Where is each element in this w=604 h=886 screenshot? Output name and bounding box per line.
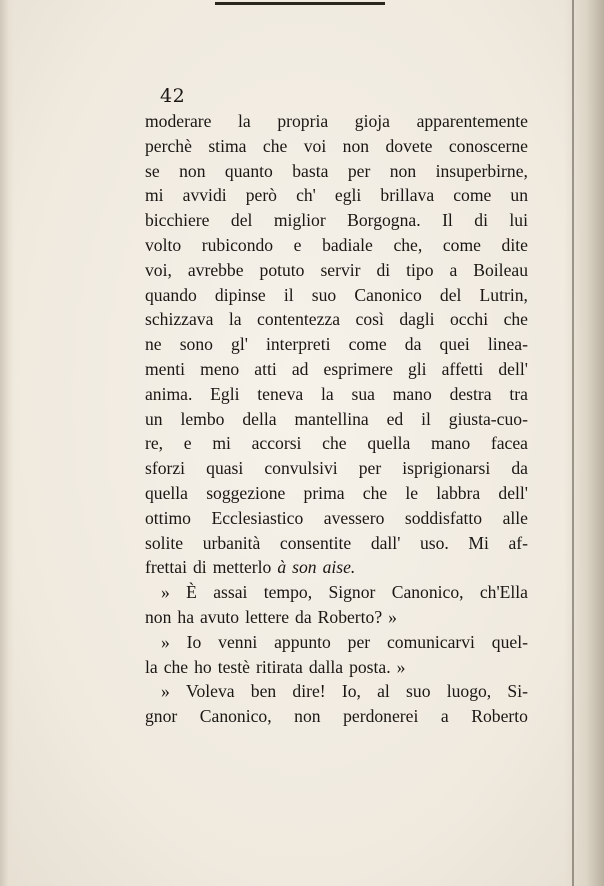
word: mantellina [294,408,369,429]
word: ben [250,681,277,702]
word: ne [145,334,162,355]
word: Roberto [471,706,528,727]
word: per [358,458,382,479]
word: al [377,681,390,702]
text-line [145,605,528,630]
word: re, [145,433,164,454]
word: uso. [419,532,449,553]
word: volto [145,234,182,255]
word: aise. [322,557,356,578]
word: quel- [491,631,528,652]
word: che, [393,234,423,255]
binding-gutter-line [572,0,574,886]
word: per [347,160,371,181]
word: Mi [468,532,489,553]
word: del [230,210,253,231]
word: Canonico [354,284,422,305]
word: la [320,383,334,404]
word: sua [351,383,375,404]
text-line [145,159,528,184]
word: di [474,210,488,231]
word: ed [386,408,404,429]
word: Canonico, [199,706,272,727]
word: af- [508,532,528,553]
word: che [262,135,288,156]
word: conoscerne [448,135,528,156]
word: venni [218,631,258,652]
word: È [186,582,197,603]
word: dipinse [214,284,266,305]
word: servir [320,259,361,280]
word: isprigionarsi [402,458,491,479]
text-line [145,109,528,134]
word: testè [217,656,250,677]
word: urbanità [202,532,261,553]
word: quei [439,334,470,355]
word: mano [431,433,471,454]
word: bicchiere [145,210,210,231]
text-line [145,679,528,704]
word: e [183,433,192,454]
word: non [145,606,172,627]
word: facea [490,433,528,454]
word: dall' [370,532,401,553]
word: del [439,284,462,305]
text-line [145,506,528,531]
word: assai [213,582,248,603]
word: ha [177,606,194,627]
word: badiale [322,234,373,255]
text-line [145,134,528,159]
word: gl' [231,334,248,355]
word: gnor [145,706,178,727]
word: Borgogna. [347,210,421,231]
word: Egli [210,383,240,404]
word: contentezza [257,309,341,330]
page-left-edge [0,0,14,886]
word: a [440,706,449,727]
word: anima. [145,383,193,404]
word: un [145,408,163,429]
word: non [389,160,417,181]
word: di [376,259,391,280]
word: però [245,185,277,206]
word: lui [509,210,528,231]
word: tipo [406,259,434,280]
word: così [355,309,384,330]
word: un [510,185,528,206]
top-rule [215,2,385,5]
word: esprimere [323,358,393,379]
word: Boileau [473,259,528,280]
word: e [293,234,302,255]
word: suo [406,681,431,702]
word: teneva [257,383,304,404]
text-line [145,580,528,605]
word: Il [442,210,453,231]
word: la [228,309,242,330]
word: occhi [449,309,489,330]
word: tra [509,383,528,404]
word: potuto [259,259,305,280]
word: Roberto? [317,606,383,627]
word: voi, [145,259,172,280]
word: le [405,482,419,503]
word: dagli [399,309,435,330]
word: dell' [498,482,528,503]
word: posta. [349,656,391,677]
word: come [442,234,481,255]
word: metterlo [212,557,272,578]
word: atti [254,358,277,379]
word: » [388,606,397,627]
word: suo [311,284,337,305]
word: destra [449,383,492,404]
text-line [145,630,528,655]
word: alle [502,507,528,528]
word: dire! [292,681,326,702]
word: Lutrin, [479,284,528,305]
word: labbra [436,482,481,503]
word: luogo, [446,681,492,702]
text-line [145,332,528,357]
word: ch' [296,185,316,206]
word: linea- [487,334,528,355]
word: da [295,606,312,627]
text-line [145,531,528,556]
word: dovete [385,135,433,156]
word: ho [194,656,212,677]
word: accorsi [251,433,302,454]
word: non [294,706,321,727]
word: perdonerei [343,706,419,727]
word: soddisfatto [404,507,483,528]
word: ritirata [255,656,303,677]
word: non [342,135,370,156]
text-line [145,233,528,258]
word: ottimo [145,507,191,528]
word: appunto [274,631,331,652]
text-line [145,208,528,233]
word: son [292,557,317,578]
word: consentite [279,532,352,553]
word: solite [145,532,184,553]
word: il [421,408,431,429]
word: mi [145,185,164,206]
word: che [362,482,388,503]
word: Canonico, [391,582,464,603]
word: avessero [323,507,385,528]
word: che [163,656,189,677]
word: » [161,681,170,702]
text-line [145,704,528,729]
word: stima [208,135,247,156]
word: Io [186,631,202,652]
word: insuperbirne, [435,160,528,181]
word: sono [179,334,213,355]
word: quasi [206,458,244,479]
word: gioja [354,111,390,131]
text-line [145,407,528,432]
word: lettere [245,606,290,627]
word: come [348,334,387,355]
word: interpreti [266,334,331,355]
text-line [145,555,528,580]
word: brillava [380,185,435,206]
word: propria [277,111,329,131]
word: la [145,656,158,677]
word: prima [303,482,345,503]
word: dalla [308,656,344,677]
word: Io, [341,681,361,702]
word: affetti [441,358,484,379]
word: moderare [145,111,212,131]
text-line [145,655,528,680]
word: non [179,160,206,181]
word: quando [145,284,197,305]
word: che [503,309,528,330]
word: gli [407,358,427,379]
word: dite [501,234,528,255]
word: egli [334,185,362,206]
word: miglior [273,210,326,231]
word: » [161,582,170,603]
text-line [145,283,528,308]
word: convulsivi [264,458,338,479]
word: voi [303,135,327,156]
word: a [449,259,458,280]
word: la [238,111,251,131]
text-line [145,481,528,506]
word: quella [367,433,411,454]
text-line [145,431,528,456]
word: Voleva [186,681,235,702]
word: schizzava [145,309,214,330]
word: à [277,557,287,578]
text-line [145,382,528,407]
text-line [145,258,528,283]
text-line [145,456,528,481]
word: perchè [145,135,192,156]
page-number: 42 [160,85,186,107]
word: meno [200,358,240,379]
text-line [145,183,528,208]
word: se [145,160,160,181]
word: frettai [145,557,187,578]
word: » [396,656,406,677]
word: il [283,284,294,305]
word: da [404,334,422,355]
page-right-edge [564,0,604,886]
word: lembo [180,408,225,429]
word: menti [145,358,186,379]
word: rubicondo [201,234,274,255]
word: della [242,408,277,429]
word: giusta-cuo- [448,408,528,429]
word: che [322,433,347,454]
word: soggezione [206,482,286,503]
word: tempo, [263,582,313,603]
word: ch'Ella [479,582,528,603]
word: di [193,557,207,578]
word: Si- [507,681,528,702]
word: Ecclesiastico [211,507,304,528]
word: » [161,631,170,652]
text-line [145,307,528,332]
word: avvidi [182,185,227,206]
word: per [347,631,371,652]
word: come [453,185,492,206]
word: quanto [224,160,273,181]
word: mi [212,433,231,454]
body-text [145,109,528,729]
word: quella [145,482,188,503]
word: apparentemente [416,111,528,131]
text-line [145,357,528,382]
word: avrebbe [187,259,244,280]
word: comunicarvi [387,631,475,652]
word: mano [392,383,432,404]
word: avuto [200,606,240,627]
word: Signor [328,582,376,603]
word: ad [291,358,309,379]
word: dell' [498,358,528,379]
word: sforzi [145,458,186,479]
word: da [511,458,528,479]
word: basta [292,160,329,181]
